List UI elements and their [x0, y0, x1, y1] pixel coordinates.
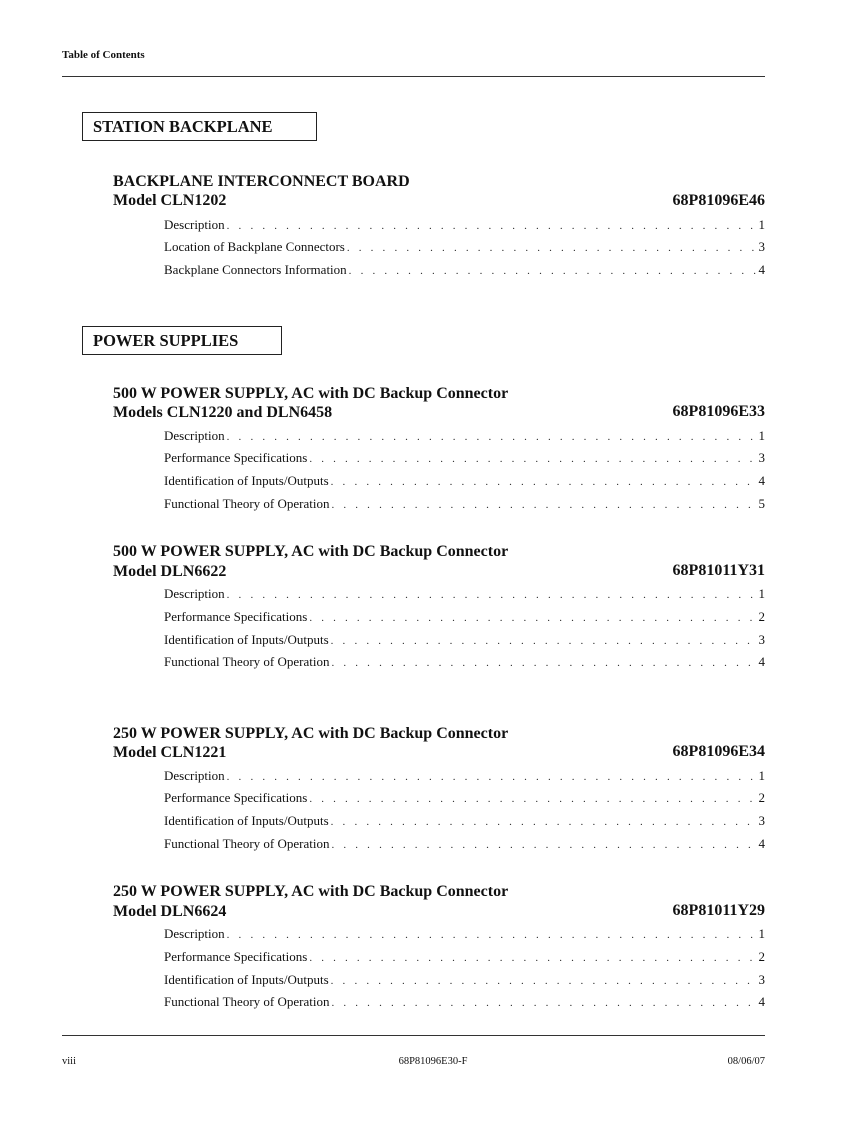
toc-entry-page: 2 — [758, 949, 765, 964]
entry-heading-line2: Model CLN1202 — [113, 192, 227, 209]
toc-entry-label: Performance Specifications — [164, 609, 308, 624]
dot-leader — [331, 499, 755, 511]
entry-heading-line1: 500 W POWER SUPPLY, AC with DC Backup Connector — [113, 385, 509, 402]
toc-entry-label: Identification of Inputs/Outputs — [164, 632, 329, 647]
entry-doc-number: 68P81096E34 — [672, 743, 765, 760]
toc-entry-label: Identification of Inputs/Outputs — [164, 813, 329, 828]
dot-leader — [331, 816, 756, 828]
toc-entry-label: Functional Theory of Operation — [164, 496, 330, 511]
toc-entry-label: Backplane Connectors Information — [164, 262, 347, 277]
toc-entry-page: 4 — [758, 994, 765, 1009]
dot-leader — [227, 589, 756, 601]
toc-entry[interactable] — [164, 972, 765, 990]
entry-heading-line1: 250 W POWER SUPPLY, AC with DC Backup Connector — [113, 725, 509, 742]
dot-leader — [347, 242, 756, 254]
entry-heading-line2: Model DLN6622 — [113, 563, 227, 580]
toc-entry[interactable] — [164, 654, 765, 672]
toc-entry-label: Performance Specifications — [164, 949, 308, 964]
dot-leader — [309, 612, 755, 624]
footer-page-number: viii — [62, 1056, 77, 1067]
toc-entry[interactable] — [164, 450, 765, 468]
entry-doc-number: 68P81096E33 — [672, 403, 765, 420]
toc-entry[interactable] — [164, 632, 765, 650]
toc-entry[interactable] — [164, 609, 765, 627]
entry-heading-line1: BACKPLANE INTERCONNECT BOARD — [113, 173, 410, 190]
toc-entry[interactable] — [164, 790, 765, 808]
toc-entry-page: 1 — [758, 768, 765, 783]
toc-entry-page: 3 — [758, 632, 765, 647]
dot-leader — [227, 771, 756, 783]
toc-entry-page: 2 — [758, 609, 765, 624]
toc-entry-label: Description — [164, 926, 225, 941]
toc-entry-page: 4 — [758, 836, 765, 851]
toc-entry-page: 3 — [758, 450, 765, 465]
toc-entry[interactable] — [164, 473, 765, 491]
entry-heading-line2: Model CLN1221 — [113, 744, 227, 761]
section-box-power-supplies: POWER SUPPLIES — [82, 326, 282, 355]
toc-entry[interactable] — [164, 994, 765, 1012]
page-header-title: Table of Contents — [62, 49, 145, 61]
toc-entry[interactable] — [164, 217, 765, 235]
toc-entry-label: Performance Specifications — [164, 450, 308, 465]
entry-heading-line2: Models CLN1220 and DLN6458 — [113, 404, 333, 421]
header-rule — [62, 76, 765, 77]
toc-entry-page: 2 — [758, 790, 765, 805]
dot-leader — [309, 793, 755, 805]
entry-heading-line2: Model DLN6624 — [113, 903, 227, 920]
dot-leader — [227, 431, 756, 443]
entry-heading-line1: 250 W POWER SUPPLY, AC with DC Backup Connector — [113, 883, 509, 900]
toc-entry-label: Location of Backplane Connectors — [164, 239, 345, 254]
toc-entry-page: 3 — [758, 813, 765, 828]
entry-doc-number: 68P81011Y31 — [672, 562, 765, 579]
toc-entry[interactable] — [164, 239, 765, 257]
toc-entry-label: Description — [164, 217, 225, 232]
section-box-station-backplane: STATION BACKPLANE — [82, 112, 317, 141]
toc-entry-page: 3 — [758, 239, 765, 254]
toc-entry-label: Functional Theory of Operation — [164, 654, 330, 669]
toc-entry-label: Description — [164, 768, 225, 783]
toc-entry-label: Identification of Inputs/Outputs — [164, 972, 329, 987]
toc-entry-label: Functional Theory of Operation — [164, 836, 330, 851]
toc-entry-label: Description — [164, 428, 225, 443]
dot-leader — [227, 220, 756, 232]
toc-entry-page: 3 — [758, 972, 765, 987]
toc-entry[interactable] — [164, 768, 765, 786]
toc-entry-label: Description — [164, 586, 225, 601]
toc-entry-page: 4 — [758, 262, 765, 277]
footer-doc-id: 68P81096E30-F — [398, 1056, 468, 1067]
toc-entry-page: 5 — [758, 496, 765, 511]
footer-rule — [62, 1035, 765, 1036]
dot-leader — [331, 657, 755, 669]
toc-entry-label: Functional Theory of Operation — [164, 994, 330, 1009]
toc-entry[interactable] — [164, 586, 765, 604]
dot-leader — [331, 476, 756, 488]
dot-leader — [309, 952, 755, 964]
toc-entry-page: 1 — [758, 926, 765, 941]
toc-entry[interactable] — [164, 496, 765, 514]
footer-date: 08/06/07 — [727, 1056, 765, 1067]
toc-entry-page: 4 — [758, 473, 765, 488]
dot-leader — [331, 997, 755, 1009]
toc-entry[interactable] — [164, 836, 765, 854]
toc-entry[interactable] — [164, 262, 765, 280]
entry-doc-number: 68P81096E46 — [672, 192, 765, 209]
toc-entry-page: 1 — [758, 217, 765, 232]
dot-leader — [309, 453, 755, 465]
toc-entry-label: Performance Specifications — [164, 790, 308, 805]
dot-leader — [331, 975, 756, 987]
dot-leader — [331, 635, 756, 647]
dot-leader — [349, 265, 756, 277]
dot-leader — [331, 839, 755, 851]
toc-entry-page: 1 — [758, 428, 765, 443]
toc-entry-page: 4 — [758, 654, 765, 669]
toc-entry-label: Identification of Inputs/Outputs — [164, 473, 329, 488]
toc-entry[interactable] — [164, 926, 765, 944]
toc-entry[interactable] — [164, 949, 765, 967]
toc-entry[interactable] — [164, 428, 765, 446]
toc-entry[interactable] — [164, 813, 765, 831]
toc-entry-page: 1 — [758, 586, 765, 601]
entry-doc-number: 68P81011Y29 — [672, 902, 765, 919]
entry-heading-line1: 500 W POWER SUPPLY, AC with DC Backup Connector — [113, 543, 509, 560]
dot-leader — [227, 929, 756, 941]
